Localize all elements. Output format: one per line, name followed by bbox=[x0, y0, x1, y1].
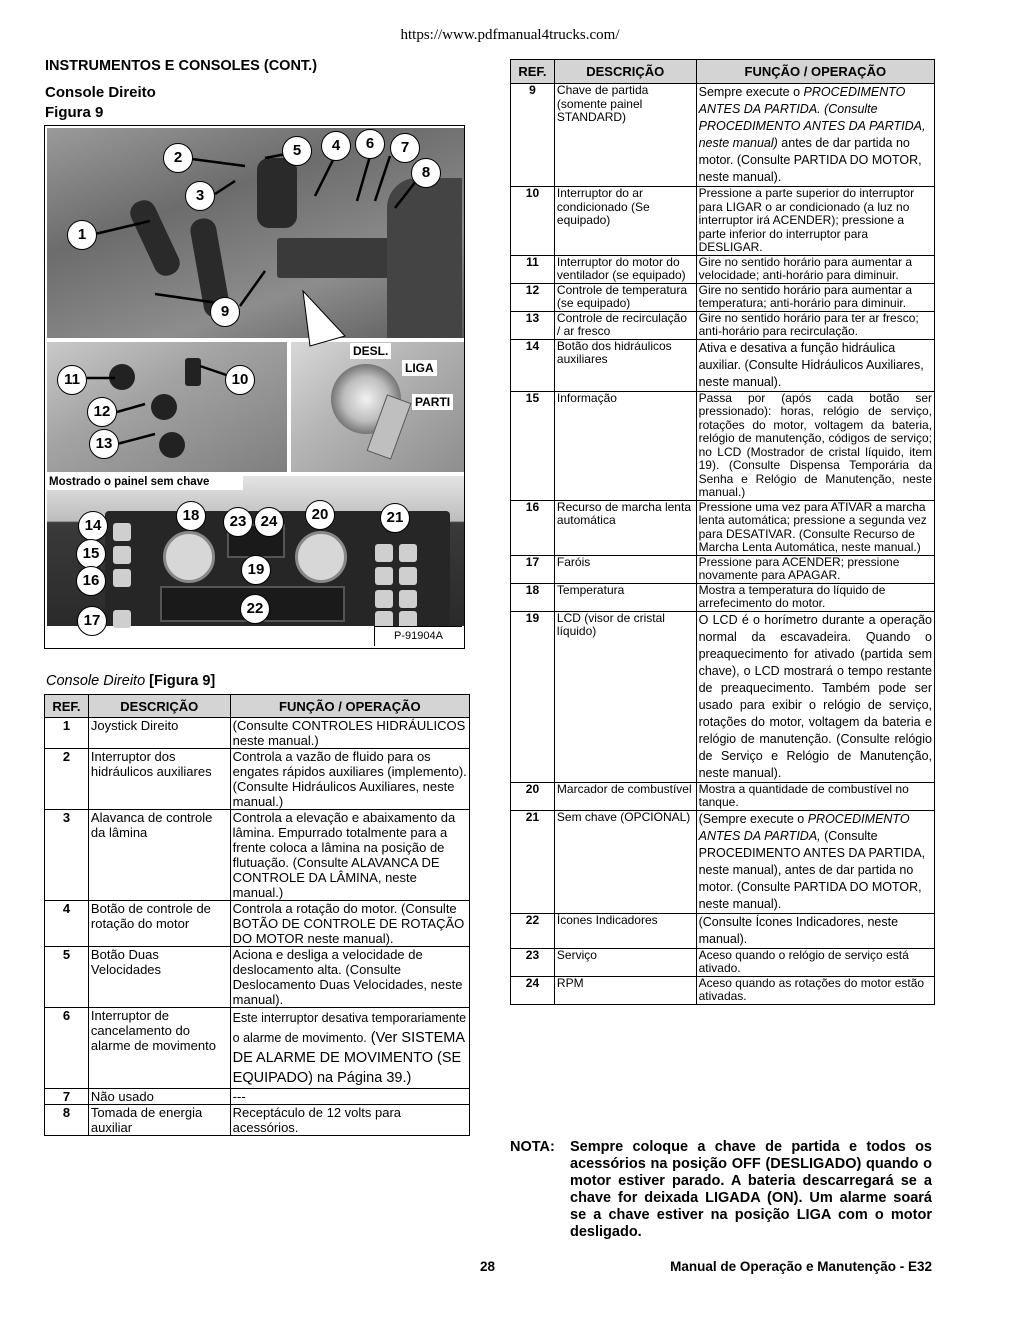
row-function: (Consulte CONTROLES HIDRÁULICOS neste manual.) bbox=[230, 718, 469, 749]
row-function: Gire no sentido horário para aumentar a velocidade; anti-horário para diminuir. bbox=[696, 255, 934, 283]
table-row bbox=[45, 901, 470, 947]
row-ref: 22 bbox=[511, 913, 555, 948]
table-row bbox=[511, 391, 935, 500]
row-ref: 1 bbox=[45, 718, 89, 749]
row-function: Gire no sentido horário para aumentar a temperatura; anti-horário para diminuir. bbox=[696, 283, 934, 311]
table-row bbox=[511, 500, 935, 555]
key-start-label: PARTI bbox=[412, 394, 453, 410]
row-description: RPM bbox=[554, 976, 696, 1004]
callout-10: 10 bbox=[225, 365, 255, 395]
caption-bold: [Figura 9] bbox=[149, 673, 216, 689]
row-description: Controle de recirculação / ar fresco bbox=[554, 311, 696, 339]
table-row bbox=[45, 1089, 470, 1105]
row-ref: 10 bbox=[511, 187, 555, 256]
function-text-italic: PROCEDIMENTO ANTES DA PARTIDA, bbox=[698, 811, 910, 843]
row-description: Sem chave (OPCIONAL) bbox=[554, 810, 696, 913]
section-title: INSTRUMENTOS E CONSOLES (CONT.) bbox=[45, 58, 318, 74]
keyless-panel-caption: Mostrado o painel sem chave bbox=[47, 474, 243, 490]
header-desc: DESCRIÇÃO bbox=[554, 60, 696, 84]
callout-3: 3 bbox=[185, 181, 215, 211]
page-number: 28 bbox=[480, 1259, 496, 1274]
table-row bbox=[511, 913, 935, 948]
callout-12: 12 bbox=[87, 397, 117, 427]
callout-7: 7 bbox=[390, 133, 420, 163]
row-ref: 6 bbox=[45, 1008, 89, 1089]
callout-15: 15 bbox=[76, 539, 106, 569]
header-func: FUNÇÃO / OPERAÇÃO bbox=[696, 60, 934, 84]
row-ref: 12 bbox=[511, 283, 555, 311]
row-ref: 16 bbox=[511, 500, 555, 555]
row-function: Controla a rotação do motor. (Consulte BOTÃO DE CONTROLE DE ROTAÇÃO DO MOTOR neste manual). bbox=[230, 901, 469, 947]
row-ref: 21 bbox=[511, 810, 555, 913]
row-ref: 19 bbox=[511, 611, 555, 782]
row-description: Botão de controle de rotação do motor bbox=[88, 901, 230, 947]
callout-2: 2 bbox=[163, 143, 193, 173]
note-text: Sempre coloque a chave de partida e todos os acessórios na posição OFF (DESLIGADO) quando o motor estiver parado. A bateria descarregará se a chave for deixada LIGADA (ON). Um alarme soará se a chave estiver na posição LIGA com o motor desligado. bbox=[570, 1139, 932, 1240]
header-ref: REF. bbox=[45, 695, 89, 718]
row-function bbox=[230, 1008, 469, 1089]
function-text-a: (Sempre execute o bbox=[698, 811, 808, 826]
function-text-b: (Consulte PROCEDIMENTO ANTES DA PARTIDA, neste manual), antes de dar partida no motor. (Consulte PARTIDA DO MOTOR, neste manual). bbox=[698, 828, 926, 911]
left-reference-table bbox=[44, 694, 470, 1136]
row-function: Aceso quando o relógio de serviço está ativado. bbox=[696, 948, 934, 976]
figure-right-console bbox=[44, 125, 465, 649]
table-row bbox=[511, 948, 935, 976]
table-row bbox=[511, 84, 935, 187]
row-function: Pressione a parte superior do interruptor para LIGAR o ar condicionado (a luz no interruptor irá ACENDER); pressione a parte inferior do interruptor para DESLIGAR. bbox=[696, 187, 934, 256]
note-label: NOTA: bbox=[510, 1139, 555, 1155]
row-description: LCD (visor de cristal líquido) bbox=[554, 611, 696, 782]
table-row bbox=[511, 187, 935, 256]
row-description: Tomada de energia auxiliar bbox=[88, 1105, 230, 1136]
row-ref: 11 bbox=[511, 255, 555, 283]
row-function: (Consulte Ícones Indicadores, neste manual). bbox=[696, 913, 934, 948]
subsection-title: Console Direito bbox=[45, 84, 156, 101]
table-row bbox=[45, 810, 470, 901]
table-row bbox=[511, 311, 935, 339]
row-description: Recurso de marcha lenta automática bbox=[554, 500, 696, 555]
row-description: Controle de temperatura (se equipado) bbox=[554, 283, 696, 311]
function-text-b: antes de dar partida no motor. (Consulte PARTIDA DO MOTOR, neste manual). bbox=[698, 136, 922, 184]
function-text-italic: PROCEDIMENTO ANTES DA PARTIDA. (Consulte PROCEDIMENTO ANTES DA PARTIDA, neste manual) bbox=[698, 85, 926, 150]
callout-17: 17 bbox=[77, 606, 107, 636]
row-function: Pressione uma vez para ATIVAR a marcha lenta automática; pressione a segunda vez para DESATIVAR. (Consulte Recurso de Marcha Lenta Automática, neste manual.) bbox=[696, 500, 934, 555]
manual-title: Manual de Operação e Manutenção - E32 bbox=[670, 1259, 932, 1274]
callout-24: 24 bbox=[254, 507, 284, 537]
key-on-label: LIGA bbox=[402, 360, 437, 376]
callout-13: 13 bbox=[89, 429, 119, 459]
row-ref: 13 bbox=[511, 311, 555, 339]
row-function: Mostra a quantidade de combustível no tanque. bbox=[696, 782, 934, 810]
row-ref: 8 bbox=[45, 1105, 89, 1136]
callout-14: 14 bbox=[78, 511, 108, 541]
row-ref: 20 bbox=[511, 782, 555, 810]
table-row bbox=[45, 1008, 470, 1089]
function-text-b: (Ver SISTEMA DE ALARME DE MOVIMENTO (SE EQUIPADO) na Página 39.) bbox=[232, 1030, 465, 1086]
row-ref: 3 bbox=[45, 810, 89, 901]
row-ref: 17 bbox=[511, 555, 555, 583]
note bbox=[510, 1139, 932, 1241]
callout-11: 11 bbox=[57, 365, 87, 395]
header-ref: REF. bbox=[511, 60, 555, 84]
row-description: Serviço bbox=[554, 948, 696, 976]
row-description: Não usado bbox=[88, 1089, 230, 1105]
callout-22: 22 bbox=[240, 594, 270, 624]
row-ref: 4 bbox=[45, 901, 89, 947]
photo-number: P-91904A bbox=[374, 626, 462, 646]
table-row bbox=[511, 283, 935, 311]
row-ref: 2 bbox=[45, 749, 89, 810]
table-row bbox=[45, 718, 470, 749]
table-row bbox=[511, 976, 935, 1004]
row-function bbox=[696, 84, 934, 187]
callout-20: 20 bbox=[305, 500, 335, 530]
row-function: Aciona e desliga a velocidade de deslocamento alta. (Consulte Deslocamento Duas Velocidades, neste manual). bbox=[230, 947, 469, 1008]
table-row bbox=[511, 583, 935, 611]
row-description: Interruptor do motor do ventilador (se equipado) bbox=[554, 255, 696, 283]
row-description: Chave de partida (somente painel STANDARD) bbox=[554, 84, 696, 187]
function-text-a: Sempre execute o bbox=[698, 85, 804, 99]
row-ref: 24 bbox=[511, 976, 555, 1004]
row-ref: 7 bbox=[45, 1089, 89, 1105]
row-description: Interruptor do ar condicionado (Se equipado) bbox=[554, 187, 696, 256]
row-description: Ícones Indicadores bbox=[554, 913, 696, 948]
caption-italic: Console Direito bbox=[46, 673, 146, 689]
header-func: FUNÇÃO / OPERAÇÃO bbox=[230, 695, 469, 718]
callout-21: 21 bbox=[380, 503, 410, 533]
callout-9: 9 bbox=[210, 297, 240, 327]
table-row bbox=[511, 611, 935, 782]
row-description: Temperatura bbox=[554, 583, 696, 611]
table-row bbox=[511, 555, 935, 583]
row-description: Marcador de combustível bbox=[554, 782, 696, 810]
row-ref: 14 bbox=[511, 339, 555, 391]
table-row bbox=[511, 782, 935, 810]
row-ref: 23 bbox=[511, 948, 555, 976]
row-function: Passa por (após cada botão ser pressionado): horas, relógio de serviço, rotações do motor, voltagem da bateria, relógio de manutenção, códigos de serviço; no LCD (Mostrador de cristal líquido, item 19). (Consulte Dispensa Temporária da Senha e Relógio de Manutenção, neste manual.) bbox=[696, 391, 934, 500]
row-function: O LCD é o horímetro durante a operação normal da escavadeira. Quando o preaquecimento for ativado (partida sem chave), o LCD mostrará o tempo restante de preaquecimento. Também pode ser usado para exibir o relógio de serviço, rotações do motor, voltagem da bateria e relógio de manutenção. (Consulte relógio de Serviço e Relógio de Manutenção, neste manual). bbox=[696, 611, 934, 782]
row-function: Aceso quando as rotações do motor estão ativadas. bbox=[696, 976, 934, 1004]
row-description: Interruptor dos hidráulicos auxiliares bbox=[88, 749, 230, 810]
table-row bbox=[511, 810, 935, 913]
row-ref: 5 bbox=[45, 947, 89, 1008]
table-row bbox=[511, 255, 935, 283]
callout-6: 6 bbox=[355, 129, 385, 159]
row-description: Botão dos hidráulicos auxiliares bbox=[554, 339, 696, 391]
table-row bbox=[511, 339, 935, 391]
right-reference-table bbox=[510, 59, 935, 1005]
header-desc: DESCRIÇÃO bbox=[88, 695, 230, 718]
callout-19: 19 bbox=[241, 555, 271, 585]
key-off-label: DESL. bbox=[350, 343, 391, 359]
callout-1: 1 bbox=[67, 220, 97, 250]
row-function bbox=[696, 810, 934, 913]
row-function: Ativa e desativa a função hidráulica auxiliar. (Consulte Hidráulicos Auxiliares, neste manual). bbox=[696, 339, 934, 391]
row-function: --- bbox=[230, 1089, 469, 1105]
callout-23: 23 bbox=[223, 507, 253, 537]
callout-16: 16 bbox=[76, 566, 106, 596]
row-description: Alavanca de controle da lâmina bbox=[88, 810, 230, 901]
function-text-a: Este interruptor desativa temporariamente o alarme de movimento. bbox=[232, 1011, 467, 1045]
row-function: Pressione para ACENDER; pressione novamente para APAGAR. bbox=[696, 555, 934, 583]
row-ref: 9 bbox=[511, 84, 555, 187]
table-row bbox=[45, 1105, 470, 1136]
row-description: Botão Duas Velocidades bbox=[88, 947, 230, 1008]
row-function: Mostra a temperatura do líquido de arrefecimento do motor. bbox=[696, 583, 934, 611]
row-function: Controla a elevação e abaixamento da lâmina. Empurrado totalmente para a frente coloca a lâmina na posição de flutuação. (Consulte ALAVANCA DE CONTROLE DA LÂMINA, neste manual.) bbox=[230, 810, 469, 901]
figure-caption bbox=[46, 673, 215, 689]
table-row bbox=[45, 749, 470, 810]
row-function: Controla a vazão de fluido para os engates rápidos auxiliares (implemento). (Consulte Hidráulicos Auxiliares, neste manual.) bbox=[230, 749, 469, 810]
row-function: Gire no sentido horário para ter ar fresco; anti-horário para recirculação. bbox=[696, 311, 934, 339]
figure-label: Figura 9 bbox=[45, 104, 104, 121]
row-ref: 15 bbox=[511, 391, 555, 500]
row-description: Faróis bbox=[554, 555, 696, 583]
callout-18: 18 bbox=[176, 501, 206, 531]
callout-8: 8 bbox=[411, 158, 441, 188]
row-description: Joystick Direito bbox=[88, 718, 230, 749]
row-function: Receptáculo de 12 volts para acessórios. bbox=[230, 1105, 469, 1136]
row-ref: 18 bbox=[511, 583, 555, 611]
row-description: Interruptor de cancelamento do alarme de movimento bbox=[88, 1008, 230, 1089]
source-url: https://www.pdfmanual4trucks.com/ bbox=[400, 27, 620, 43]
table-row bbox=[45, 947, 470, 1008]
callout-5: 5 bbox=[282, 136, 312, 166]
row-description: Informação bbox=[554, 391, 696, 500]
callout-4: 4 bbox=[321, 131, 351, 161]
